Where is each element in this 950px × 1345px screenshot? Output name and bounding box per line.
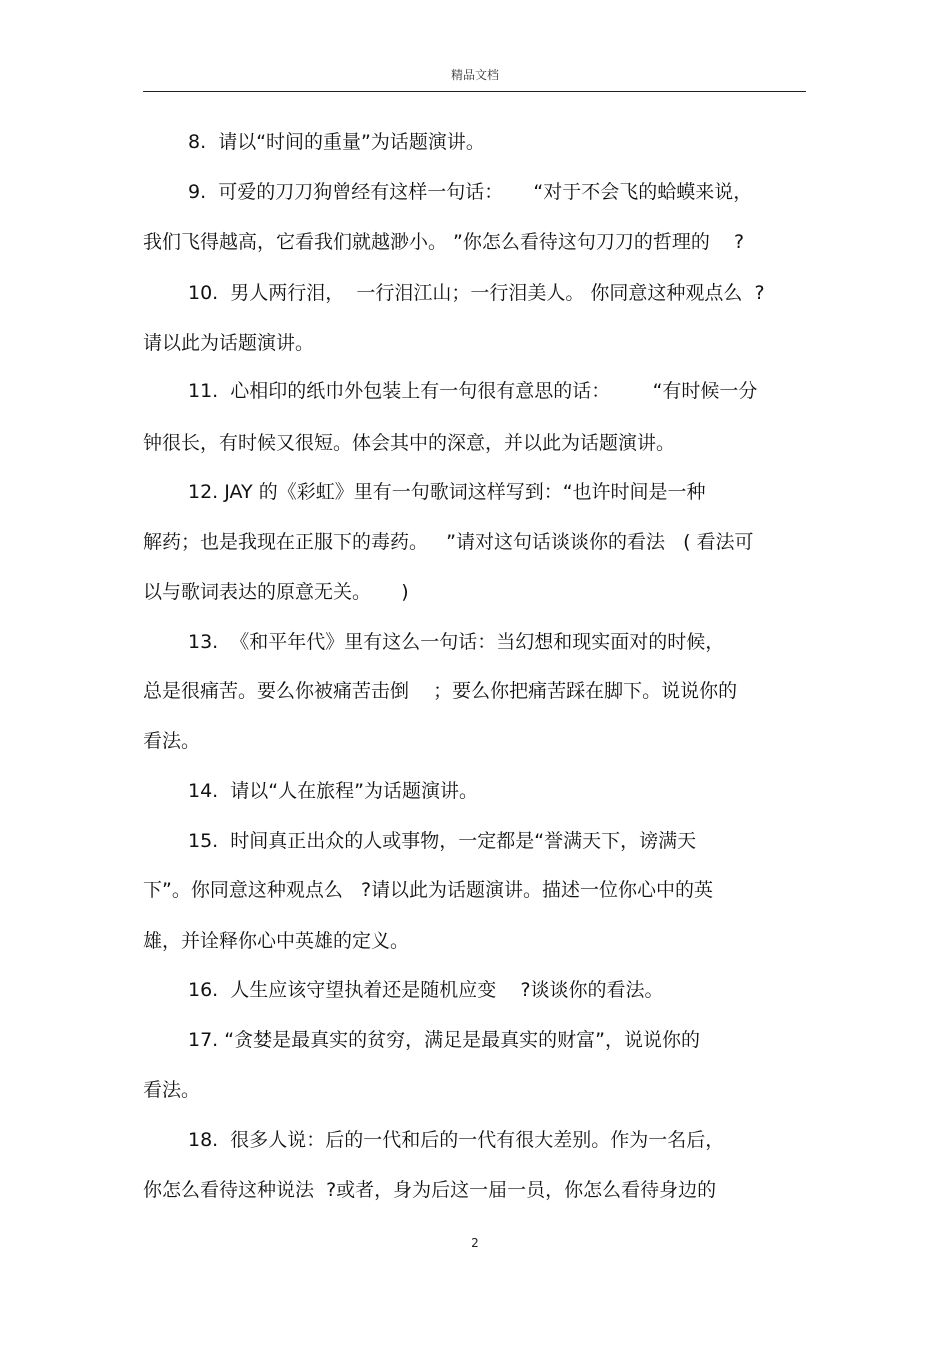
paragraph-line: 看法。 [143, 1079, 201, 1101]
paragraph-line: 14. 请以“人在旅程”为话题演讲。 [188, 780, 478, 802]
header-divider [143, 91, 806, 92]
paragraph-line: 8. 请以“时间的重量”为话题演讲。 [188, 131, 485, 153]
page-number: 2 [471, 1236, 479, 1250]
paragraph-line: 钟很长，有时候又很短。体会其中的深意，并以此为话题演讲。 [143, 432, 676, 454]
paragraph-line: 你怎么看待这种说法 ?或者，身为后这一届一员，你怎么看待身边的 [143, 1179, 717, 1201]
paragraph-line: 下”。你同意这种观点么 ?请以此为话题演讲。描述一位你心中的英 [143, 879, 714, 901]
page-header-title: 精品文档 [450, 68, 499, 82]
paragraph-line: 以与歌词表达的原意无关。 ) [143, 581, 409, 603]
paragraph-line: 11. 心相印的纸巾外包装上有一句很有意思的话： “有时候一分 [188, 380, 758, 402]
paragraph-line: 9. 可爱的刀刀狗曾经有这样一句话： “对于不会飞的蛤蟆来说， [188, 181, 753, 203]
paragraph-line: 雄，并诠释你心中英雄的定义。 [143, 930, 410, 952]
paragraph-line: 看法。 [143, 730, 201, 752]
paragraph-line: 16. 人生应该守望执着还是随机应变 ?谈谈你的看法。 [188, 979, 664, 1001]
paragraph-line: 总是很痛苦。要么你被痛苦击倒 ；要么你把痛苦踩在脚下。说说你的 [143, 680, 738, 702]
paragraph-line: 10. 男人两行泪， 一行泪江山；一行泪美人。 你同意这种观点么 ? [188, 282, 765, 304]
paragraph-line: 请以此为话题演讲。 [143, 332, 315, 354]
paragraph-line: 15. 时间真正出众的人或事物，一定都是“誉满天下，谤满天 [188, 830, 697, 852]
paragraph-line: 17. “贪婪是最真实的贫穷，满足是最真实的财富”，说说你的 [188, 1029, 700, 1051]
paragraph-line: 18. 很多人说：后的一代和后的一代有很大差别。作为一名后， [188, 1129, 725, 1151]
paragraph-line: 我们飞得越高，它看我们就越渺小。 ”你怎么看待这句刀刀的哲理的 ? [143, 231, 745, 253]
paragraph-line: 12. JAY 的《彩虹》里有一句歌词这样写到：“也许时间是一种 [188, 481, 706, 503]
paragraph-line: 解药；也是我现在正服下的毒药。 ”请对这句话谈谈你的看法 ( 看法可 [143, 531, 754, 553]
paragraph-line: 13. 《和平年代》里有这么一句话：当幻想和现实面对的时候， [188, 631, 725, 653]
